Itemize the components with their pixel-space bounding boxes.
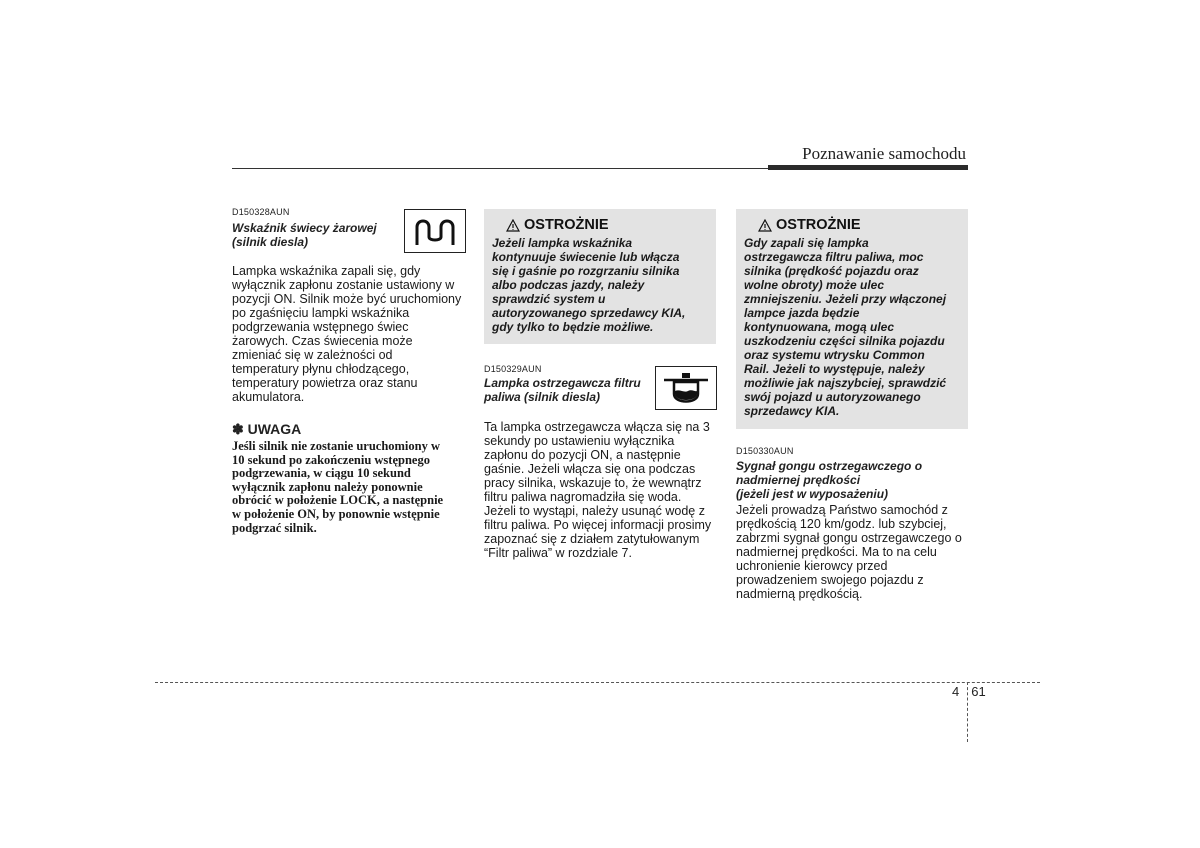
section-title: Sygnał gongu ostrzegawczego o nadmiernej prędkości (jeżeli jest w wyposażeniu) bbox=[736, 459, 923, 501]
caution-title: OSTROŻNIE bbox=[506, 217, 609, 233]
section-body: Ta lampka ostrzegawcza włącza się na 3 sekundy po ustawieniu wyłącznika zapłonu do pozycji ON, a następnie gaśnie. Jeżeli włącza się ona podczas pracy silnika, wskazuje to, że wewnątrz filtru paliwa nagromadziła się woda. Jeżeli to wystąpi, należy usunąć wodę z filtru paliwa. Po więcej informacji prosimy zapoznać się z działem zatytułowanym “Filtr paliwa” w rozdziale 7. bbox=[484, 420, 712, 560]
warning-icon bbox=[506, 219, 520, 232]
note-body: Jeśli silnik nie zostanie uruchomiony w 10 sekund po zakończeniu wstępnego podgrzewania, w ciągu 10 sekund wyłącznik zapłonu należy ponownie obrócić w położenie LOCK, a następnie w położenie ON, by ponownie wstępnie podgrzać silnik. bbox=[232, 439, 444, 535]
section-body: Lampka wskaźnika zapali się, gdy wyłącznik zapłonu zostanie ustawiony w pozycji ON. Silnik może być uruchomiony po zgaśnięciu lampki wskaźnika podgrzewania wstępnego świec żarowych. Czas świecenia może zmieniać się w zależności od temperatury płynu chłodzącego, temperatury powietrza oraz stanu akumulatora. bbox=[232, 264, 462, 404]
note-title: ✽ UWAGA bbox=[232, 421, 302, 437]
caution-title: OSTROŻNIE bbox=[758, 217, 861, 233]
caution-body: Gdy zapali się lampka ostrzegawcza filtru paliwa, moc silnika (prędkość pojazdu oraz wolne obroty) może ulec zmniejszeniu. Jeżeli przy włączonej lampce jazda będzie kontynuowana, mogą ulec uszkodzeniu części silnika pojazdu oraz systemu wtrysku Common Rail. Jeżeli to występuje, należy możliwie jak najszybciej, sprawdzić swój pojazd u autoryzowanego sprzedawcy KIA. bbox=[744, 236, 947, 418]
section-code: D150329AUN bbox=[484, 364, 542, 374]
footer-rule bbox=[155, 682, 1040, 683]
section-title: Lampka ostrzegawcza filtru paliwa (silnik diesla) bbox=[484, 376, 641, 404]
header-rule-accent bbox=[768, 165, 968, 170]
chapter-number: 4 bbox=[952, 684, 960, 699]
header-rule bbox=[232, 168, 768, 169]
section-code: D150328AUN bbox=[232, 207, 290, 217]
caution-box bbox=[484, 209, 716, 344]
warning-icon bbox=[758, 219, 772, 232]
page-header-title: Poznawanie samochodu bbox=[802, 144, 966, 163]
section-code: D150330AUN bbox=[736, 446, 794, 456]
section-title: Wskaźnik świecy żarowej (silnik diesla) bbox=[232, 221, 377, 249]
asterisk-icon: ✽ bbox=[232, 421, 244, 437]
caution-box bbox=[736, 209, 968, 429]
caution-body: Jeżeli lampka wskaźnika kontynuuje świecenie lub włącza się i gaśnie po rozgrzaniu silnika albo podczas jazdy, należy sprawdzić system u autoryzowanego sprzedawcy KIA, gdy tylko to będzie możliwe. bbox=[492, 236, 686, 334]
glow-plug-icon bbox=[404, 209, 466, 253]
fuel-filter-icon bbox=[655, 366, 717, 410]
page-number bbox=[946, 684, 992, 699]
page-number-value: 61 bbox=[971, 684, 986, 699]
section-body: Jeżeli prowadzą Państwo samochód z prędkością 120 km/godz. lub szybciej, zabrzmi sygnał gongu ostrzegawczego o nadmiernej prędkości. Ma to na celu uchronienie kierowcy przed prowadzeniem swojego pojazdu z nadmierną prędkością. bbox=[736, 503, 962, 601]
